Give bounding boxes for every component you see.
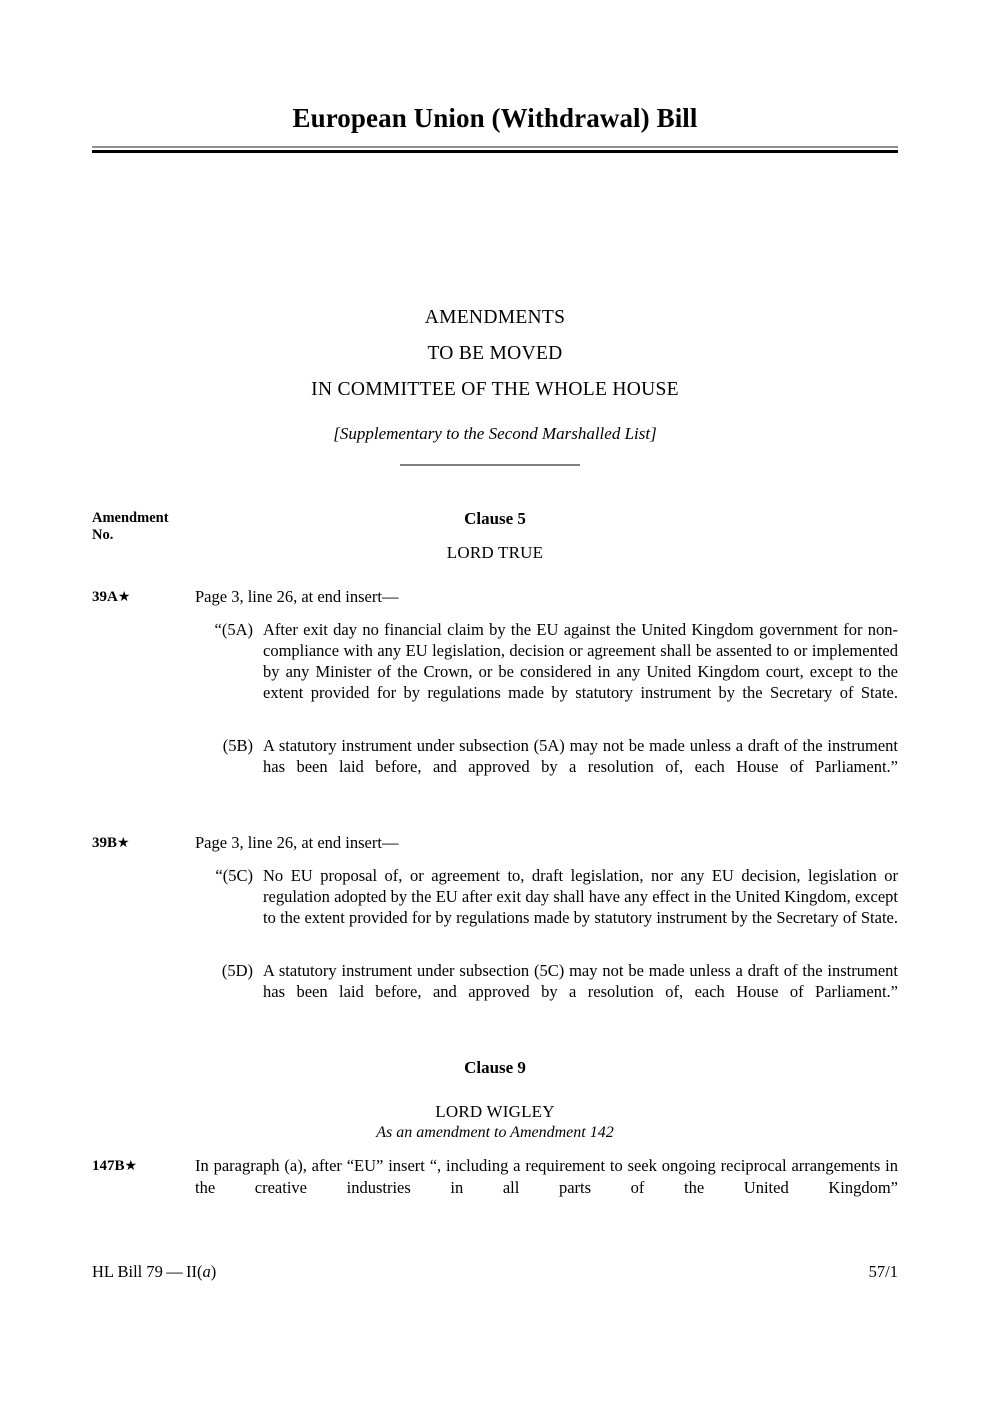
footer-bill-ref-prefix: HL Bill 79 — II( xyxy=(92,1262,203,1281)
subparagraph xyxy=(195,865,898,949)
spacer xyxy=(92,1143,898,1155)
subparagraph-label: (5D) xyxy=(221,961,253,980)
amendment-number-text: 147B xyxy=(92,1158,125,1174)
subparagraph-label: “(5A) xyxy=(214,620,253,639)
footer-bill-reference xyxy=(92,1262,216,1282)
subparagraph xyxy=(195,735,898,798)
heading-in-committee: IN COMMITTEE OF THE WHOLE HOUSE xyxy=(311,379,679,400)
amendments-body xyxy=(92,508,898,1221)
heading-to-be-moved: TO BE MOVED xyxy=(427,343,563,364)
member-subtitle: As an amendment to Amendment 142 xyxy=(376,1124,614,1141)
amendment-entry xyxy=(92,832,898,1023)
footer-bill-ref-suffix: ) xyxy=(210,1262,217,1281)
subparagraph xyxy=(195,619,898,724)
amendment-lead-text: Page 3, line 26, at end insert— xyxy=(195,587,399,606)
amendment-number-text: 39A xyxy=(92,589,118,605)
heading-divider-rule xyxy=(400,464,580,466)
clause-heading: Clause 5 xyxy=(464,509,526,528)
title-rule-thick xyxy=(92,150,898,153)
starred-icon: ★ xyxy=(117,590,131,605)
footer-bill-ref-letter: a xyxy=(202,1262,211,1281)
amendment-number[interactable] xyxy=(92,1155,190,1178)
amendment-lead-text: Page 3, line 26, at end insert— xyxy=(195,833,399,852)
starred-icon: ★ xyxy=(124,1159,138,1174)
spacer xyxy=(92,564,898,586)
heading-amendments: AMENDMENTS xyxy=(424,307,566,328)
subparagraph-label: “(5C) xyxy=(215,866,253,885)
spacer xyxy=(92,530,898,542)
member-name: LORD WIGLEY xyxy=(435,1102,555,1121)
subparagraph-text: A statutory instrument under subsection (5C) may not be made unless a draft of the instrument has been laid before, and approved by a resolution of, each House of Parliament.” xyxy=(263,961,898,1001)
heading-supplementary-note: [Supplementary to the Second Marshalled List] xyxy=(333,424,657,443)
subparagraph-label: (5B) xyxy=(222,736,253,755)
amendment-entry xyxy=(92,586,898,798)
amendment-col-head-line1: Amendment xyxy=(92,510,169,526)
amendment-col-head-line2: No. xyxy=(92,527,114,543)
member-name: LORD TRUE xyxy=(446,543,544,562)
heading-block xyxy=(92,300,898,452)
amendment-entry xyxy=(92,1155,898,1221)
subparagraph-text: After exit day no financial claim by the EU against the United Kingdom government for non-compliance with any EU legislation, decision or agreement shall be assented to or implemented by any Minister of the Crown, or be considered in any United Kingdom court, except to the extent provided for by regulations made by statutory instrument by the Secretary of State. xyxy=(263,620,898,702)
title-double-rule xyxy=(92,146,898,153)
subparagraph-text: A statutory instrument under subsection (5A) may not be made unless a draft of the instrument has been laid before, and approved by a resolution of, each House of Parliament.” xyxy=(263,736,898,776)
page-footer xyxy=(92,1262,898,1282)
clause-heading: Clause 9 xyxy=(464,1058,526,1077)
amendment-number-text: 39B xyxy=(92,835,118,851)
subparagraph-text: No EU proposal of, or agreement to, draft legislation, nor any EU decision, legislation or regulation adopted by the EU after exit day shall have any effect in the United Kingdom, except to the extent provided for by regulations made by statutory instrument by the Secretary of State. xyxy=(263,866,898,927)
spacer xyxy=(92,1079,898,1101)
footer-page-number: 57/1 xyxy=(868,1262,898,1281)
amendment-lead-text: In paragraph (a), after “EU” insert “, including a requirement to seek ongoing reciprocal arrangements in the creative industries in all parts of the United Kingdom” xyxy=(195,1156,898,1197)
page-title: European Union (Withdrawal) Bill xyxy=(292,103,698,133)
spacer xyxy=(92,798,898,832)
spacer xyxy=(92,1023,898,1057)
amendment-number[interactable] xyxy=(92,586,190,609)
subparagraph xyxy=(195,960,898,1023)
amendment-number[interactable] xyxy=(92,832,190,855)
starred-icon: ★ xyxy=(117,836,130,851)
